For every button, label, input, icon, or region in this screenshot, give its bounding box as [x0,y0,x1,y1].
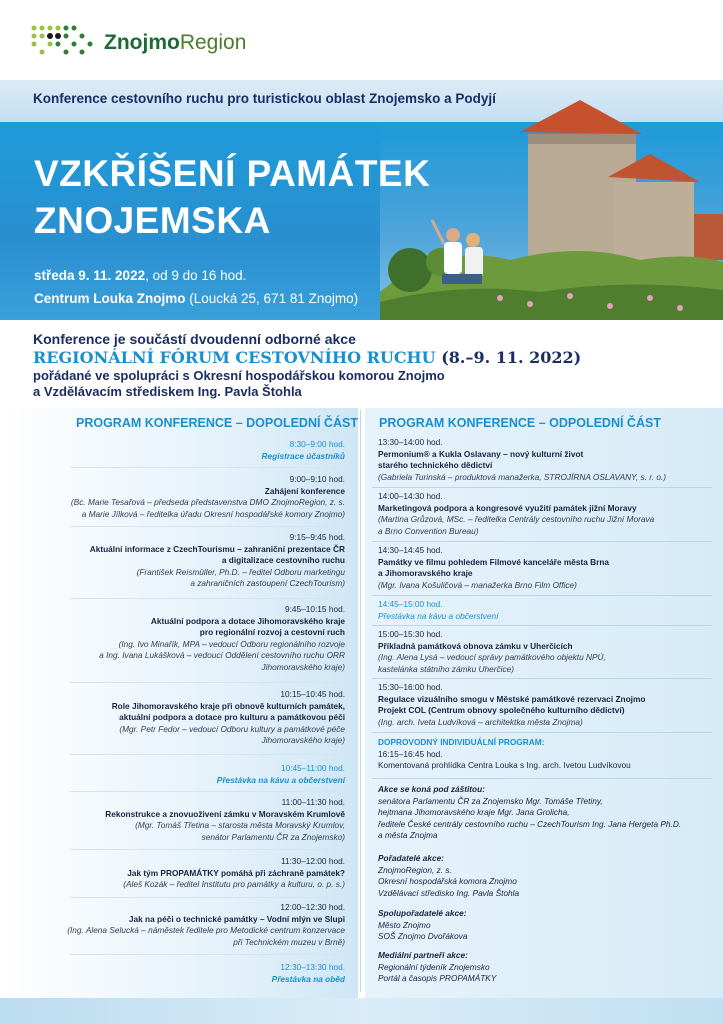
patronage-heading: Akce se koná pod záštitou: [378,784,485,794]
event-date-day: středa 9. 11. 2022 [34,268,146,283]
program-item [272,962,345,985]
organizer-line: Vzdělávací středisko Ing. Pavla Štohla [378,887,520,898]
item-speaker: (Mgr. Tomáš Třetina – starosta města Moravský Krumlov, [135,820,345,830]
item-time: 16:15–16:45 hod. [378,748,443,759]
item-time: 14:00–14:30 hod. [378,491,443,501]
program-item [378,545,609,591]
coorganizers-block [378,908,467,943]
media-partner-line: Regionální týdeník Znojemsko [378,961,490,972]
item-title: Zahájení konference [264,485,345,496]
item-title: Přestávka na oběd [271,973,345,984]
item-time: 10:15–10:45 hod. [280,689,345,699]
organizer-line: Okresní hospodářská komora Znojmo [378,876,517,886]
item-speaker: kastelánka státního zámku Uherčice) [378,663,515,674]
item-title: Aktuální informace z CzechTourismu – zahraniční prezentace ČR [89,543,345,554]
separator [70,791,346,792]
separator [70,954,346,955]
afternoon-program-title: PROGRAM KONFERENCE – ODPOLEDNÍ ČÁST [379,416,661,430]
forum-dates: (8.–9. 11. 2022) [435,348,582,367]
media-partners-block [378,950,496,985]
separator [70,754,346,755]
program-item [378,491,654,537]
logo-brand: Znojmo [104,31,180,54]
item-title: a Jihomoravského kraje [378,568,473,578]
item-title: Registrace účastníků [261,450,345,461]
organizers-heading: Pořadatelé akce: [378,853,444,863]
item-time: 11:30–12:00 hod. [281,856,345,866]
item-speaker: při Technickém muzeu v Brně) [233,936,345,947]
item-time: 9:15–9:45 hod. [289,532,345,542]
item-time: 12:00–12:30 hod. [280,902,345,912]
item-time: 9:45–10:15 hod. [285,604,345,614]
media-partners-heading: Mediální partneři akce: [378,950,468,960]
item-speaker: (Mgr. Ivana Košuličová – manažerka Brno Film Office) [378,579,577,590]
accompanying-program [378,737,631,772]
coorganizer-line: SOŠ Znojmo Dvořákova [378,931,468,941]
column-divider [360,410,361,992]
item-speaker: a Marie Jílková – ředitelka úřadu Okresní hospodářské komory Znojmo) [81,508,345,519]
media-partner-line: Portál a časopis PROPAMÁTKY [378,973,497,983]
item-speaker: (Ing. Alena Selucká – náměstek ředitele pro Metodické centrum konzervace [67,925,345,935]
item-speaker: (Bc. Marie Tesařová – předseda představenstva DMO ZnojmoRegion, z. s. [70,497,345,507]
coorganizers-heading: Spolupořadatelé akce: [378,908,467,918]
item-time: 13:30–14:00 hod. [378,437,443,447]
forum-name: REGIONÁLNÍ FÓRUM CESTOVNÍHO RUCHU [33,348,436,367]
program-item [262,439,345,462]
item-speaker: (Ing. Alena Lysá – vedoucí správy památkového objektu NPÚ, [378,652,606,662]
item-title: Role Jihomoravského kraje při obnově kulturních památek, [111,700,345,711]
separator [372,625,712,626]
separator [70,598,346,599]
patronage-block [378,784,681,842]
item-title: Příkladná památková obnova zámku v Uherčicích [378,640,573,651]
coorganizer-line: Město Znojmo [378,919,431,930]
item-time: 15:00–15:30 hod. [378,629,443,639]
program-item [378,599,498,622]
item-title: Projekt COL (Centrum obnovy společného kulturního dědictví) [378,705,625,715]
event-date-time: , od 9 do 16 hod. [145,268,247,283]
separator [70,682,346,683]
item-title: Přestávka na kávu a občerstvení [216,774,345,785]
item-time: 14:30–14:45 hod. [378,545,443,555]
item-title: Permonium® a Kukla Oslavany – nový kulturní život [378,448,584,459]
patronage-line: hejtmana Jihomoravského kraje Mgr. Jana Grolicha, [378,807,570,817]
item-title: Památky ve filmu pohledem Filmové kanceláře města Brna [378,556,610,567]
item-time: 9:00–9:10 hod. [289,474,345,484]
forum-title [33,348,581,367]
item-title: Jak na péči o technické památky – Vodní mlýn ve Slupi [128,913,345,924]
item-title: Rekonstrukce a znovuoživení zámku v Moravském Krumlově [105,808,345,819]
event-venue-address: (Loucká 25, 671 81 Znojmo) [185,291,359,306]
logo-dots-icon [30,20,96,60]
item-title: Komentovaná prohlídka Centra Louka s Ing. arch. Ivetou Ludvíkovou [378,760,631,770]
item-time: 12:30–13:30 hod. [280,962,345,972]
item-title: pro regionální rozvoj a cestovní ruch [199,627,345,637]
intro-line1: Konference je součástí dvoudenní odborné akce [33,331,356,347]
intro-line4: a Vzdělávacím střediskem Ing. Pavla Štohla [33,384,302,399]
organizers-block [378,853,519,899]
separator [372,595,712,596]
organizer-line: ZnojmoRegion, z. s. [378,864,452,875]
program-item [378,437,666,483]
item-title: Jak tým PROPAMÁTKY pomáhá při záchraně památek? [127,867,345,878]
intro-line3: pořádané ve spolupráci s Okresní hospodářskou komorou Znojmo [33,368,445,383]
item-title: Regulace vizuálního smogu v Městské památkové rezervaci Znojmo [378,693,646,704]
program-item [67,902,345,948]
separator [372,541,712,542]
rotunda-photo [380,92,723,320]
item-speaker: (Gabriela Turinská – produktová manažerka, STROJÍRNA OSLAVANY, s. r. o.) [378,471,667,482]
patronage-line: senátora Parlamentu ČR za Znojemsko Mgr. Tomáše Třetiny, [378,795,603,806]
separator [70,467,346,468]
item-title: starého technického dědictví [378,460,493,470]
item-title: Přestávka na kávu a občerstvení [378,610,499,621]
patronage-line: ředitele České centrály cestovního ruchu – CzechTourism Ing. Jana Hergeta Ph.D. [378,818,682,829]
subheading: Konference cestovního ruchu pro turistickou oblast Znojemsko a Podyjí [33,91,496,106]
item-speaker: (František Reismüller, Ph.D. – ředitel Odboru marketingu [136,566,345,577]
item-time: 10:45–11:00 hod. [281,763,345,773]
item-time: 8:30–9:00 hod. [289,439,345,449]
separator [70,897,346,898]
item-speaker: Jihomoravského kraje) [261,661,345,672]
event-venue-name: Centrum Louka Znojmo [34,291,186,306]
header [0,0,723,80]
program-item [90,532,345,590]
item-speaker: (Ing. arch. Iveta Ludvíková – architektka města Znojma) [378,716,583,727]
item-time: 15:30–16:00 hod. [378,682,443,692]
item-time: 14:45–15:00 hod. [378,599,443,609]
program-item [99,604,345,673]
item-title: aktuální podpora a dotace pro kulturu a památkovou péči [119,712,345,722]
item-title: Marketingová podpora a kongresové využití památek jižní Moravy [378,502,637,513]
separator [70,849,346,850]
separator [372,487,712,488]
accompanying-program-label: DOPROVODNÝ INDIVIDUÁLNÍ PROGRAM: [378,737,545,747]
separator [372,732,712,733]
separator [372,678,712,679]
separator [70,526,346,527]
program-item [378,629,606,675]
item-speaker: a zahraničních zastoupení CzechTourism) [190,578,345,588]
patronage-line: a města Znojma [378,830,438,840]
item-speaker: senátor Parlamentu ČR za Znojemsko) [201,831,345,842]
program-item [105,797,345,843]
item-time: 11:00–11:30 hod. [281,797,345,807]
program-item [217,763,345,786]
footer-band [0,998,723,1024]
logo-region: Region [179,31,247,54]
program-item [378,682,645,728]
event-title-line1: VZKŘÍŠENÍ PAMÁTEK [34,153,431,194]
item-title: a digitalizace cestovního ruchu [221,555,345,565]
item-speaker: (Ing. Ivo Minařík, MPA – vedoucí Odboru regionálního rozvoje [118,638,345,649]
event-title-line2: ZNOJEMSKA [34,200,271,241]
event-venue [34,291,358,306]
znojmoregion-logo[interactable] [30,18,270,62]
item-title: Aktuální podpora a dotace Jihomoravského kraje [150,615,345,626]
morning-program-title: PROGRAM KONFERENCE – DOPOLEDNÍ ČÁST [76,416,358,430]
separator [372,778,712,779]
program-item [112,689,345,747]
program-item [71,474,345,520]
item-speaker: a Ing. Ivana Lukášková – vedoucí Oddělení cestovního ruchu ORR [99,650,345,660]
program-item [123,856,345,891]
event-date [34,268,246,283]
event-title [34,150,430,244]
item-speaker: a Brno Convention Bureau) [378,525,479,536]
item-speaker: Jihomoravského kraje) [261,735,345,745]
item-speaker: (Martina Grůzová, MSc. – ředitelka Centrály cestovního ruchu Jižní Morava [378,514,655,524]
item-speaker: (Mgr. Petr Fedor – vedoucí Odboru kultury a památkové péče [119,723,345,734]
item-speaker: (Aleš Kozák – ředitel Institutu pro památky a kulturu, o. p. s.) [123,879,345,889]
logo-wordmark [104,31,246,55]
